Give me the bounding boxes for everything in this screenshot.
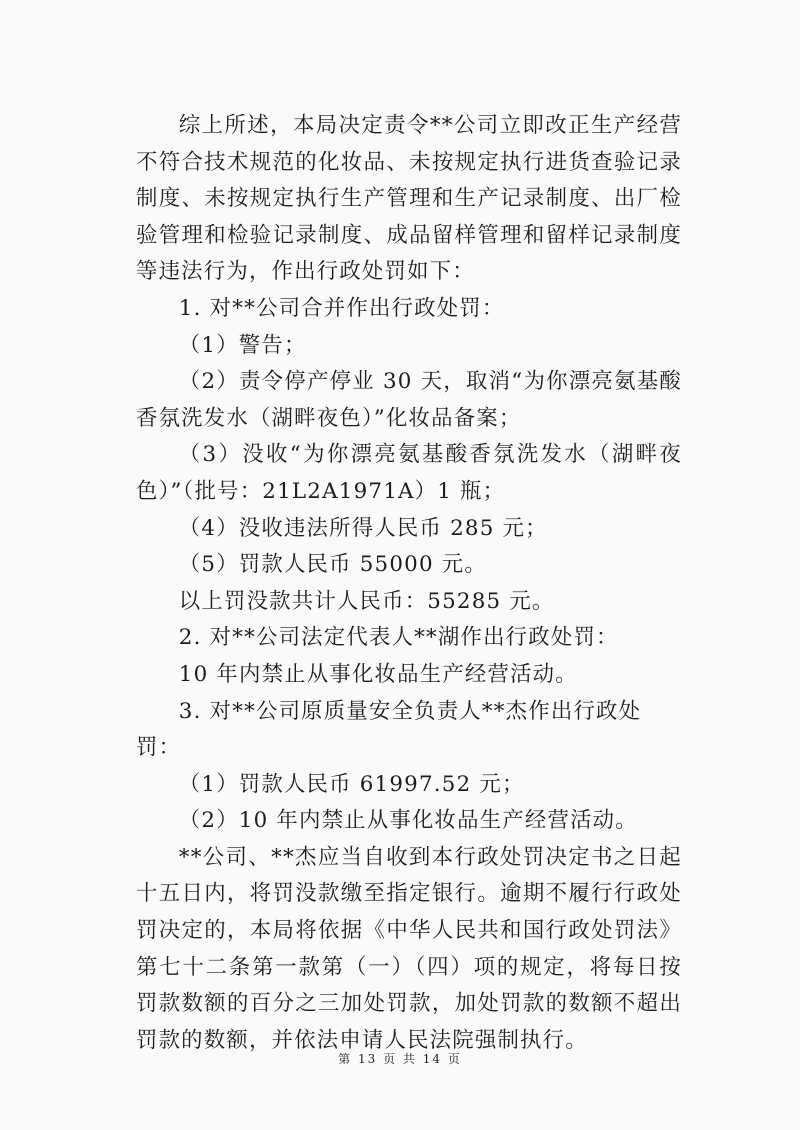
paragraph-item-1-1: （1）警告； — [178, 332, 307, 358]
footer-prefix: 第 — [338, 1052, 353, 1066]
paragraph-item-3: 3. 对**公司原质量安全负责人**杰作出行政处罚： — [136, 698, 642, 761]
footer-total-pages: 14 — [422, 1052, 443, 1066]
document-body — [136, 108, 682, 1059]
paragraph-item-1-3: （3）没收“为你漂亮氨基酸香氛洗发水（湖畔夜色）”（批号：21L2A1971A）1 瓶； — [136, 442, 682, 504]
paragraph-total: 以上罚没款共计人民币：55285 元。 — [178, 588, 555, 614]
paragraph-payment-notice: **公司、**杰应当自收到本行政处罚决定书之日起十五日内，将罚没款缴至指定银行。逾期不履行行政处罚决定的，本局将依据《中华人民共和国行政处罚法》第七十二条第一款第（一）（四）项的规定，将每日按罚款数额的百分之三加处罚款，加处罚款的数额不超出罚款的数额，并依法申请人民法院强制执行。 — [136, 844, 682, 1053]
paragraph-item-1: 1. 对**公司合并作出行政处罚： — [178, 295, 505, 321]
paragraph-item-1-4: （4）没收违法所得人民币 285 元； — [178, 515, 548, 541]
paragraph-item-2: 2. 对**公司法定代表人**湖作出行政处罚： — [178, 625, 619, 651]
paragraph-item-3-2: （2）10 年内禁止从事化妆品生产经营活动。 — [178, 808, 638, 834]
footer-middle: 页 共 — [383, 1052, 417, 1066]
footer-current-page: 13 — [357, 1052, 378, 1066]
paragraph-item-1-2: （2）责令停产停业 30 天，取消“为你漂亮氨基酸香氛洗发水（湖畔夜色）”化妆品备案； — [136, 369, 682, 431]
paragraph-item-3-1: （1）罚款人民币 61997.52 元； — [178, 771, 525, 797]
paragraph-item-1-5: （5）罚款人民币 55000 元。 — [178, 552, 487, 578]
paragraph-summary: 综上所述，本局决定责令**公司立即改正生产经营不符合技术规范的化妆品、未按规定执行进货查验记录制度、未按规定执行生产管理和生产记录制度、出厂检验管理和检验记录制度、成品留样管理和留样记录制度等违法行为，作出行政处罚如下： — [136, 113, 682, 285]
paragraph-item-2-detail: 10 年内禁止从事化妆品生产经营活动。 — [178, 661, 578, 687]
footer-suffix: 页 — [447, 1052, 462, 1066]
page-number-footer — [0, 1050, 800, 1067]
